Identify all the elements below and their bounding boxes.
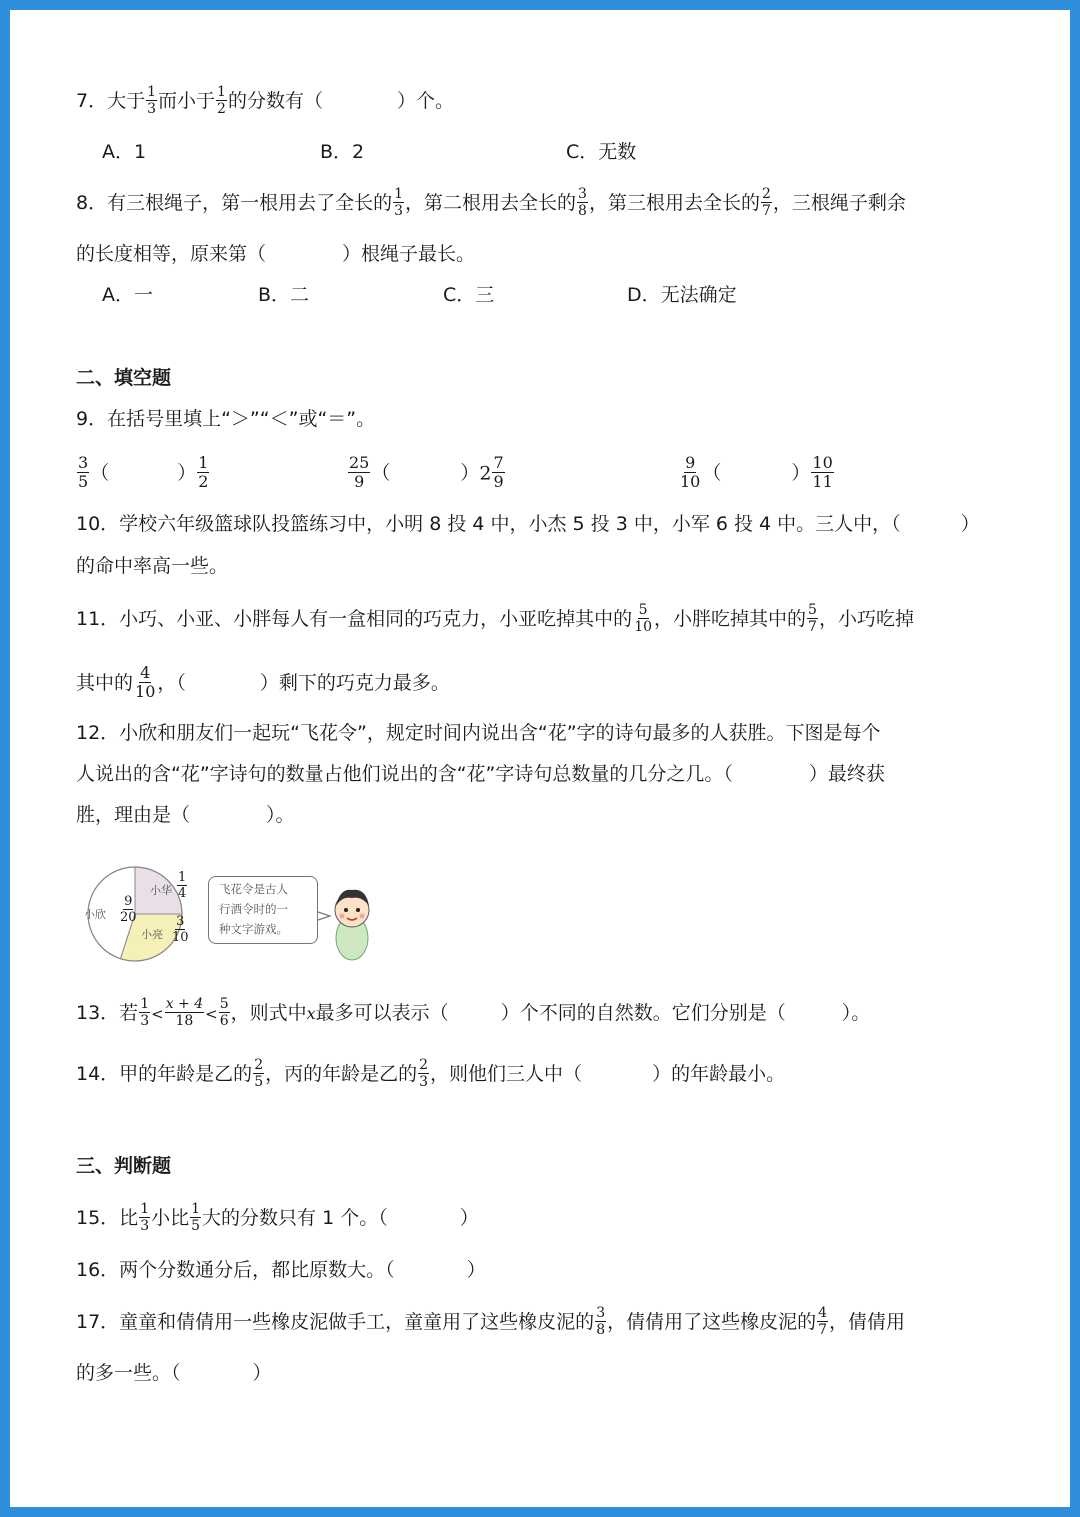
question-17: 17．童童和倩倩用一些橡皮泥做手工，童童用了这些橡皮泥的 $\frac{3}{8}$ ，倩倩用了这些橡皮泥的 $\frac{4}{7}$ ，倩倩用	[76, 1305, 906, 1338]
worksheet-page	[10, 10, 1070, 1507]
question-11-line2: 其中的 $\frac{4}{10}$ ，（ ）剩下的巧克力最多。	[76, 663, 450, 701]
q7-option-b[interactable]: B．2	[320, 141, 365, 163]
section-heading-fill-in: 二、填空题	[76, 367, 172, 389]
q9-comparison-3: $\frac{9}{10}$ （ ） $\frac{10}{11}$	[680, 453, 833, 491]
label-xiaohua: 小华	[150, 884, 172, 897]
question-13: 13．若 $\frac{1}{3}$ < $\frac{x + 4}{18}$ < $\frac{5}{6}$ ，则式中x最多可以表示（ ）个不同的自然数。它们分别是（ ）。	[76, 996, 871, 1029]
question-12-line3: 胜，理由是（ ）。	[76, 804, 295, 826]
value-xiaohua: $\frac{1}{4}$	[178, 870, 187, 901]
fraction: $\frac{1}{3}$	[394, 186, 404, 219]
question-12: 12．小欣和朋友们一起玩“飞花令”，规定时间内说出含“花”字的诗句最多的人获胜。下图是每个	[76, 722, 881, 744]
label-xiaoliang: 小亮	[141, 928, 163, 941]
q8-option-a[interactable]: A．一	[102, 284, 153, 306]
q7-option-c[interactable]: C．无数	[566, 141, 637, 163]
bubble-line: 飞花令是古人	[219, 882, 288, 896]
question-8: 8．有三根绳子，第一根用去了全长的 $\frac{1}{3}$ ，第二根用去全长的 $\frac{3}{8}$ ，第三根用去全长的 $\frac{2}{7}$ ，三根绳子剩余	[76, 186, 906, 219]
q9-comparison-2: $\frac{25}{9}$ （ ）2 $\frac{7}{9}$	[349, 453, 504, 491]
label-xiaoxin: 小欣	[84, 908, 106, 921]
question-8-line2: 的长度相等，原来第（ ）根绳子最长。	[76, 243, 476, 265]
poem-game-figure	[82, 858, 392, 970]
fraction: $\frac{2}{7}$	[761, 186, 771, 219]
question-15: 15．比 $\frac{1}{3}$ 小比 $\frac{1}{5}$ 大的分数只有 1 个。（ ）	[76, 1201, 479, 1234]
bubble-line: 种文字游戏。	[219, 922, 288, 936]
bubble-line: 行酒令时的一	[219, 902, 288, 916]
q7-text: 的分数有（	[227, 90, 323, 112]
value-xiaoxin: $\frac{9}{20}$	[120, 894, 137, 925]
question-12-line2: 人说出的含“花”字诗句的数量占他们说出的含“花”字诗句总数量的几分之几。（ ）最终获	[76, 763, 885, 785]
value-xiaoliang: $\frac{3}{10}$	[172, 914, 189, 945]
q7-text: 而小于	[158, 90, 216, 112]
fraction: $\frac{1}{3}$	[147, 84, 157, 117]
q7-option-a[interactable]: A．1	[102, 141, 147, 163]
q7-text: 7．大于	[76, 90, 146, 112]
section-heading-true-false: 三、判断题	[76, 1155, 172, 1177]
question-17-line2: 的多一些。（ ）	[76, 1362, 272, 1384]
question-14: 14．甲的年龄是乙的 $\frac{2}{5}$ ，丙的年龄是乙的 $\frac{2}{3}$ ，则他们三人中（ ）的年龄最小。	[76, 1057, 786, 1090]
q8-option-b[interactable]: B．二	[258, 284, 310, 306]
question-9: 9．在括号里填上“＞”“＜”或“＝”。	[76, 408, 376, 430]
question-10: 10．学校六年级篮球队投篮练习中，小明 8 投 4 中，小杰 5 投 3 中，小军 6 投 4 中。三人中，（ ）	[76, 513, 980, 535]
question-16: 16．两个分数通分后，都比原数大。（ ）	[76, 1259, 486, 1281]
question-10-line2: 的命中率高一些。	[76, 555, 229, 577]
fraction: $\frac{1}{2}$	[217, 84, 226, 117]
q8-option-d[interactable]: D．无法确定	[627, 284, 737, 306]
speech-bubble	[208, 876, 318, 944]
question-11: 11．小巧、小亚、小胖每人有一盒相同的巧克力，小亚吃掉其中的 $\frac{5}{10}$ ，小胖吃掉其中的 $\frac{5}{7}$ ，小巧吃掉	[76, 602, 914, 635]
q9-comparison-1: $\frac{3}{5}$ （ ） $\frac{1}{2}$	[78, 453, 209, 491]
child-illustration	[335, 890, 369, 960]
fraction: $\frac{3}{8}$	[578, 186, 587, 219]
question-7	[76, 86, 454, 117]
q7-text: ）个。	[396, 90, 454, 112]
q8-option-c[interactable]: C．三	[443, 284, 495, 306]
